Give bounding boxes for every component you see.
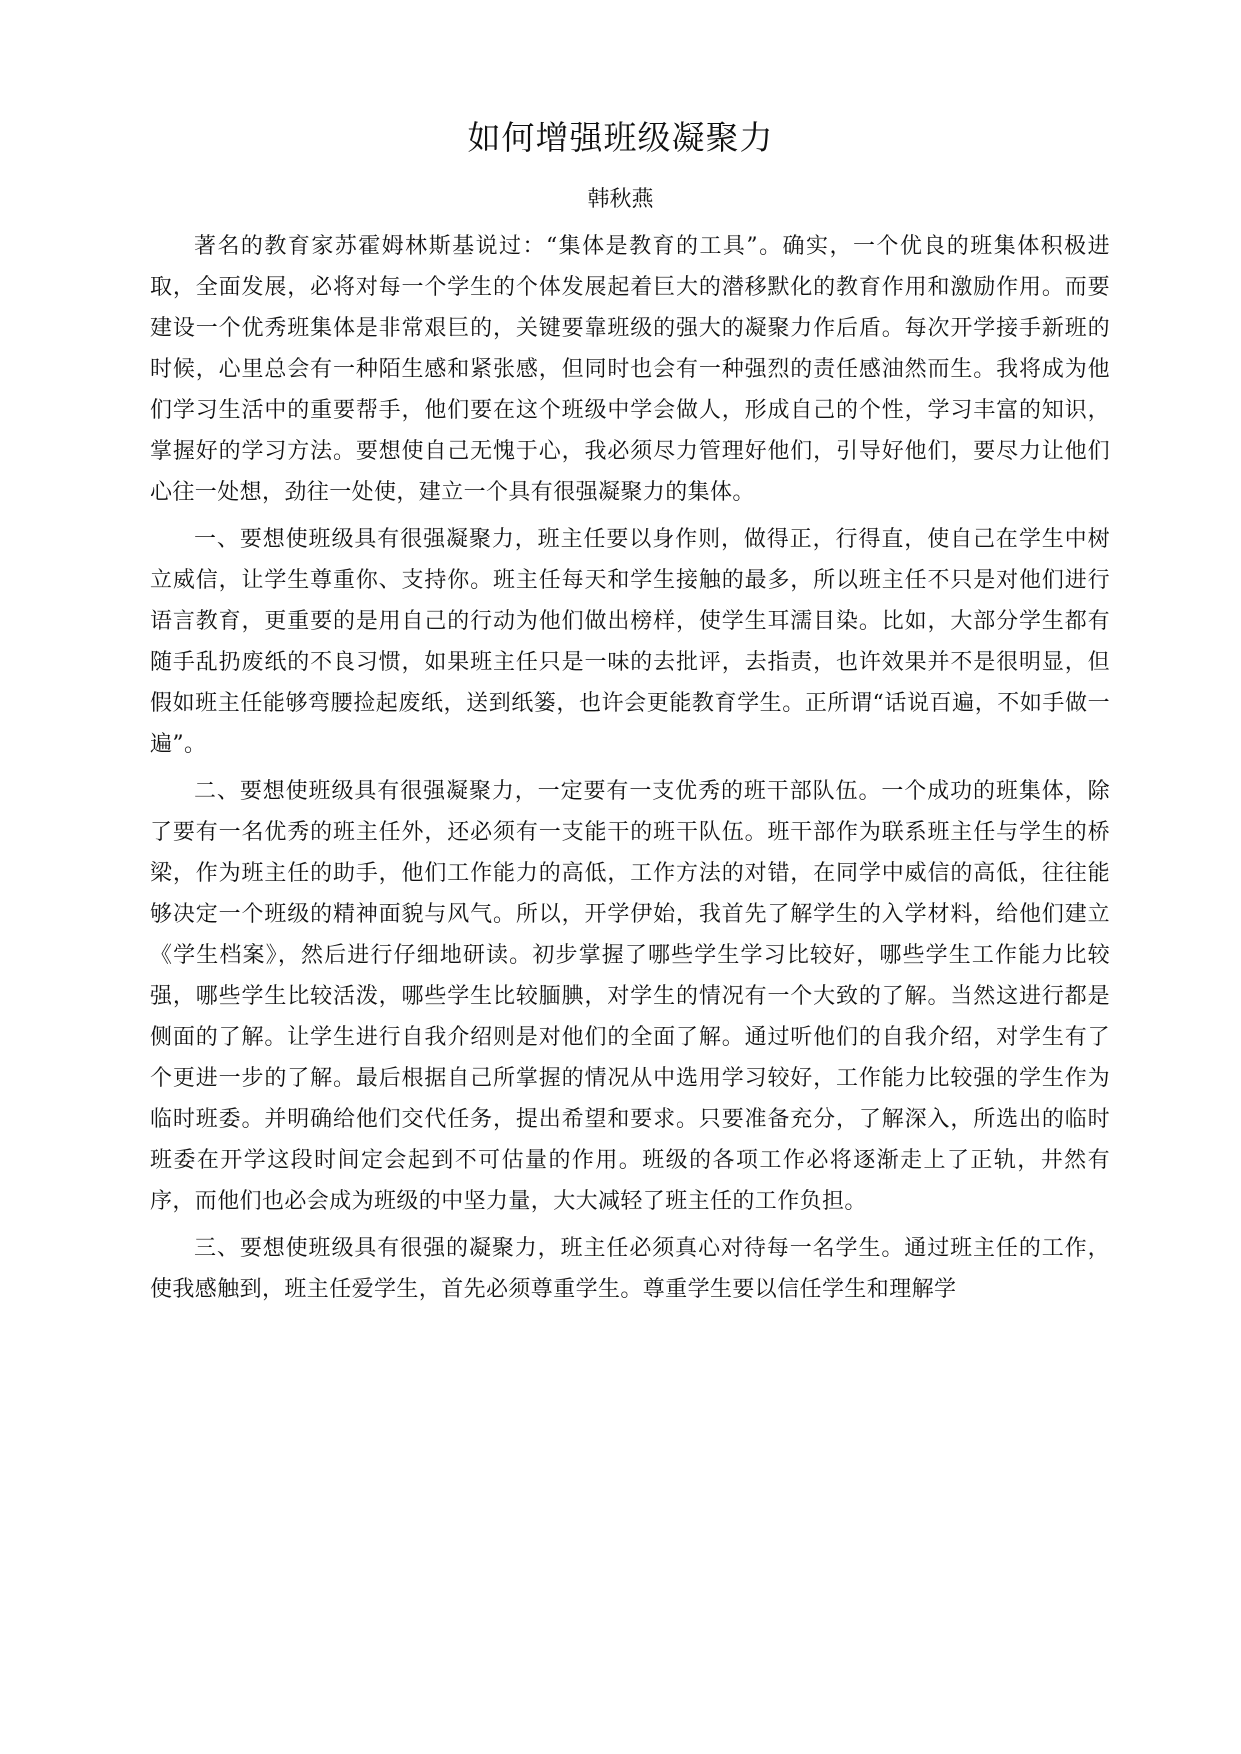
document-body <box>150 226 1110 1310</box>
document-title: 如何增强班级凝聚力 <box>467 118 774 157</box>
paragraph-section-1: 一、要想使班级具有很强凝聚力，班主任要以身作则，做得正，行得直，使自己在学生中树立威信，让学生尊重你、支持你。班主任每天和学生接触的最多，所以班主任不只是对他们进行语言教育，更重要的是用自己的行动为他们做出榜样，使学生耳濡目染。比如，大部分学生都有随手乱扔废纸的不良习惯，如果班主任只是一味的去批评，去指责，也许效果并不是很明显，但假如班主任能够弯腰捡起废纸，送到纸篓，也许会更能教育学生。正所谓“话说百遍，不如手做一遍”。 <box>150 527 1110 757</box>
paragraph-section-2: 二、要想使班级具有很强凝聚力，一定要有一支优秀的班干部队伍。一个成功的班集体，除了要有一名优秀的班主任外，还必须有一支能干的班干队伍。班干部作为联系班主任与学生的桥梁，作为班主任的助手，他们工作能力的高低，工作方法的对错，在同学中威信的高低，往往能够决定一个班级的精神面貌与风气。所以，开学伊始，我首先了解学生的入学材料，给他们建立《学生档案》，然后进行仔细地研读。初步掌握了哪些学生学习比较好，哪些学生工作能力比较强，哪些学生比较活泼，哪些学生比较腼腆，对学生的情况有一个大致的了解。当然这进行都是侧面的了解。让学生进行自我介绍则是对他们的全面了解。通过听他们的自我介绍，对学生有了个更进一步的了解。最后根据自己所掌握的情况从中选用学习较好，工作能力比较强的学生作为临时班委。并明确给他们交代任务，提出希望和要求。只要准备充分，了解深入，所选出的临时班委在开学这段时间定会起到不可估量的作用。班级的各项工作必将逐渐走上了正轨，井然有序，而他们也必会成为班级的中坚力量，大大减轻了班主任的工作负担。 <box>150 779 1110 1214</box>
document-author: 韩秋燕 <box>587 187 654 212</box>
paragraph-section-3: 三、要想使班级具有很强的凝聚力，班主任必须真心对待每一名学生。通过班主任的工作，使我感触到，班主任爱学生，首先必须尊重学生。尊重学生要以信任学生和理解学 <box>150 1236 1110 1302</box>
paragraph-intro: 著名的教育家苏霍姆林斯基说过：“集体是教育的工具”。确实，一个优良的班集体积极进取，全面发展，必将对每一个学生的个体发展起着巨大的潜移默化的教育作用和激励作用。而要建设一个优秀班集体是非常艰巨的，关键要靠班级的强大的凝聚力作后盾。每次开学接手新班的时候，心里总会有一种陌生感和紧张感，但同时也会有一种强烈的责任感油然而生。我将成为他们学习生活中的重要帮手，他们要在这个班级中学会做人，形成自己的个性，学习丰富的知识，掌握好的学习方法。要想使自己无愧于心，我必须尽力管理好他们，引导好他们，要尽力让他们心往一处想，劲往一处使，建立一个具有很强凝聚力的集体。 <box>150 234 1110 505</box>
